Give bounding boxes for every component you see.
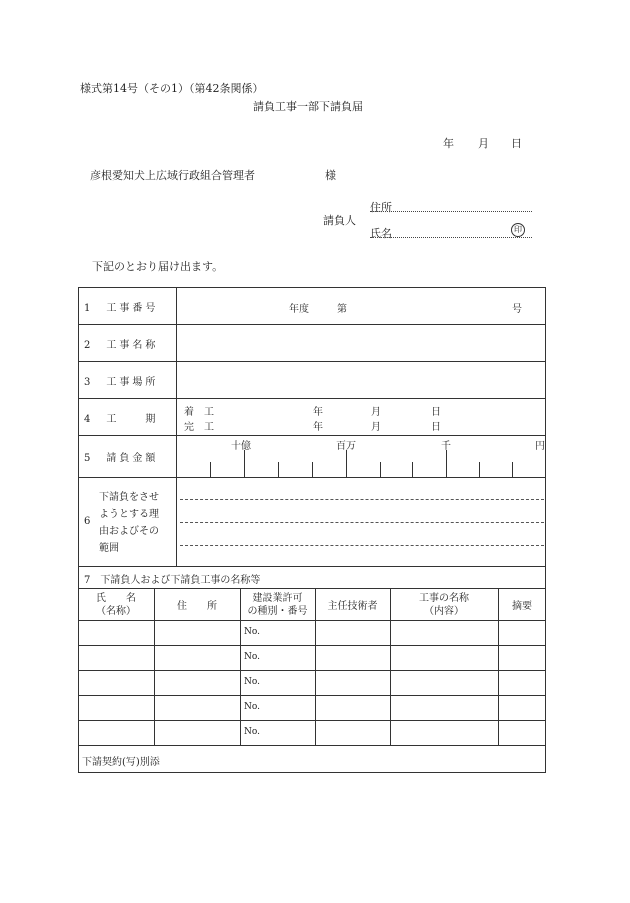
row5-label: 5 請負金額 — [84, 453, 159, 464]
end-day: 日 — [431, 422, 441, 433]
row7-label: 7 下請負人および下請負工事の名称等 — [84, 575, 261, 586]
intro-text: 下記のとおり届け出ます。 — [92, 260, 224, 273]
contractor-label: 請負人 — [323, 214, 356, 227]
start-day: 日 — [431, 407, 441, 418]
unit-million: 百万 — [336, 441, 356, 452]
end-year: 年 — [313, 422, 323, 433]
row4-label: 4 工 期 — [84, 413, 159, 425]
row-no-1: No. — [244, 627, 260, 637]
end-month: 月 — [371, 422, 381, 433]
unit-yen: 円 — [535, 441, 545, 452]
header-engineer: 主任技術者 — [327, 601, 378, 612]
attachment-note: 下請契約(写)別添 — [82, 757, 160, 768]
addressee: 彦根愛知犬上広域行政組合管理者 — [90, 169, 255, 182]
start-month: 月 — [371, 407, 381, 418]
header-address: 住 所 — [177, 601, 217, 612]
row-no-2: No. — [244, 652, 260, 662]
form-number: 様式第14号（その1）（第42条関係） — [80, 82, 264, 95]
header-remarks: 摘要 — [512, 601, 532, 612]
date-year-label: 年 — [443, 137, 454, 150]
number-prefix-label: 第 — [337, 304, 347, 315]
row2-label: 2 工事名称 — [84, 339, 159, 351]
completion-label: 完 工 — [184, 422, 214, 433]
address-field[interactable] — [370, 211, 532, 212]
honorific: 様 — [325, 169, 336, 182]
row-no-3: No. — [244, 677, 260, 687]
header-name: 氏 名 （名称） — [96, 592, 136, 617]
header-license: 建設業許可 の種別・番号 — [247, 592, 308, 617]
start-year: 年 — [313, 407, 323, 418]
date-month-label: 月 — [478, 137, 489, 150]
row6-number: 6 — [84, 516, 91, 527]
fiscal-year-label: 年度 — [289, 304, 309, 315]
address-label: 住所 — [370, 201, 392, 214]
name-label: 氏名 — [370, 227, 392, 240]
unit-billion: 十億 — [231, 441, 251, 452]
row3-label: 3 工事場所 — [84, 376, 159, 388]
document-title: 請負工事一部下請負届 — [253, 100, 363, 113]
start-label: 着 工 — [184, 407, 214, 418]
name-field[interactable] — [370, 237, 532, 238]
row1-label: 1 工事番号 — [84, 302, 159, 314]
date-day-label: 日 — [511, 137, 522, 150]
seal-mark: 印 — [511, 223, 525, 237]
row-no-4: No. — [244, 702, 260, 712]
unit-thousand: 千 — [441, 441, 451, 452]
row6-label: 下請負をさせ ようとする理 由およびその 範囲 — [99, 492, 159, 554]
number-suffix-label: 号 — [512, 304, 522, 315]
header-work-name: 工事の名称 （内容） — [419, 592, 469, 617]
row-no-5: No. — [244, 727, 260, 737]
